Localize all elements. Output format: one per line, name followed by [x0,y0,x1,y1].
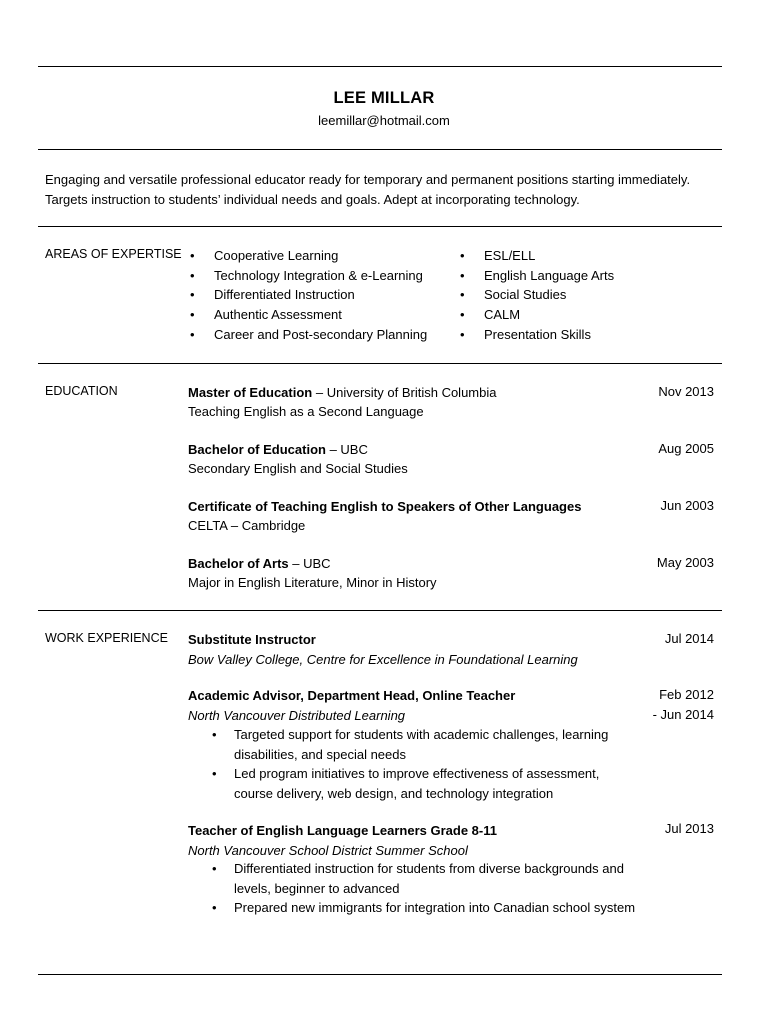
education-entry [188,440,408,478]
expertise-list-left [188,246,427,345]
degree-title: Certificate of Teaching English to Speakers of Other Languages [188,499,582,514]
divider-bottom [38,974,722,975]
expertise-item: • Cooperative Learning [188,246,427,266]
expertise-item: • Career and Post-secondary Planning [188,325,427,345]
work-entry [188,686,515,725]
section-label-work: WORK EXPERIENCE [45,631,168,645]
expertise-list-right [458,246,614,345]
degree-detail: Major in English Literature, Minor in History [188,575,437,590]
degree-detail: CELTA – Cambridge [188,518,306,533]
work-date: Feb 2012 [659,687,714,702]
education-date: Aug 2005 [658,441,714,456]
expertise-item: • Presentation Skills [458,325,614,345]
expertise-item: • ESL/ELL [458,246,614,266]
work-date: Jul 2013 [664,821,714,836]
profile-summary: Engaging and versatile professional educator ready for temporary and permanent positions starting immediately. Targets instruction to students’ individual needs and goals. Adept at incorporating technology. [45,172,691,207]
work-date: Jul 2014 [664,631,714,646]
degree-title: Bachelor of Arts [188,556,289,571]
work-entry [188,630,578,669]
job-organization: Bow Valley College, Centre for Excellence in Foundational Learning [188,651,578,667]
job-duty: • Differentiated instruction for students from diverse backgrounds and levels, beginner to advanced [210,859,640,898]
expertise-item: • CALM [458,305,614,325]
job-duty: • Prepared new immigrants for integration into Canadian school system [210,898,640,918]
work-entry [188,821,497,860]
education-entry [188,383,496,421]
education-entry [188,497,581,535]
education-date: May 2003 [656,555,714,570]
divider-expertise [38,363,722,364]
job-duty: • Led program initiatives to improve effectiveness of assessment, course delivery, web design, and technology integration [210,764,640,803]
expertise-item: • English Language Arts [458,266,614,286]
institution: – UBC [288,556,331,571]
institution: – UBC [325,442,368,457]
education-date: Nov 2013 [658,384,714,399]
education-date: Jun 2003 [660,498,714,513]
expertise-item: • Differentiated Instruction [188,285,427,305]
divider-summary [38,226,722,227]
degree-title: Master of Education [188,385,313,400]
expertise-item: • Authentic Assessment [188,305,427,325]
candidate-name: LEE MILLAR [333,89,435,107]
section-label-expertise: AREAS OF EXPERTISE [45,247,182,261]
job-title: Substitute Instructor [188,632,316,647]
education-entry [188,554,437,592]
degree-title: Bachelor of Education [188,442,326,457]
divider-header [38,149,722,150]
job-title: Teacher of English Language Learners Grade 8-11 [188,823,497,838]
job-duties-list [210,725,640,804]
job-organization: North Vancouver School District Summer School [188,842,468,858]
expertise-item: • Technology Integration & e-Learning [188,266,427,286]
candidate-email: leemillar@hotmail.com [318,113,450,128]
degree-detail: Secondary English and Social Studies [188,461,408,476]
divider-education [38,610,722,611]
section-label-education: EDUCATION [45,384,118,398]
expertise-item: • Social Studies [458,285,614,305]
divider-top [38,66,722,67]
job-duty: • Targeted support for students with academic challenges, learning disabilities, and special needs [210,725,640,764]
degree-detail: Teaching English as a Second Language [188,404,424,419]
institution: – University of British Columbia [312,385,497,400]
job-organization: North Vancouver Distributed Learning [188,707,406,723]
job-title: Academic Advisor, Department Head, Online Teacher [188,688,516,703]
work-date-end: - Jun 2014 [652,707,714,722]
job-duties-list [210,859,640,918]
